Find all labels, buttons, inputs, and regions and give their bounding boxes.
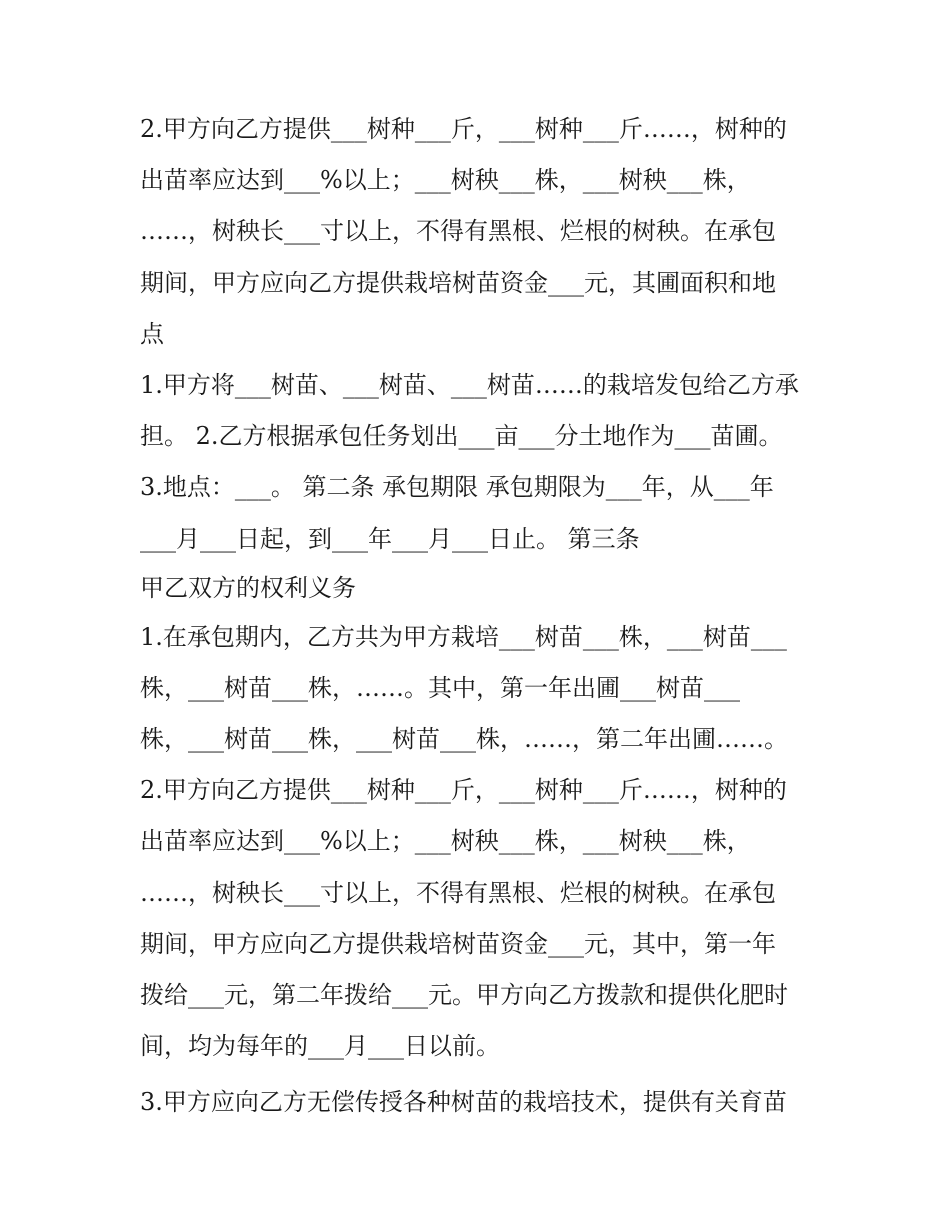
text-line-13: 株，___树苗___株，___树苗___株，……，第二年出圃……。 — [140, 725, 788, 754]
text-line-20: 3.甲方应向乙方无偿传授各种树苗的栽培技术，提供有关育苗 — [140, 1088, 787, 1117]
text-line-12: 株，___树苗___株，……。其中，第一年出圃___树苗___ — [140, 673, 740, 702]
text-line-11: 1.在承包期内，乙方共为甲方栽培___树苗___株，___树苗___ — [140, 622, 787, 651]
document-body — [140, 104, 812, 1129]
text-line-17: 期间，甲方应向乙方提供栽培树苗资金___元，其中，第一年 — [140, 929, 776, 958]
text-line-8: 3.地点：___。 第二条 承包期限 承包期限为___年，从___年 — [140, 473, 774, 502]
text-line-7: 担。 2.乙方根据承包任务划出___亩___分土地作为___苗圃。 — [140, 422, 783, 451]
text-line-2: 出苗率应达到___%以上；___树秧___株，___树秧___株， — [140, 166, 751, 195]
text-line-19: 间，均为每年的___月___日以前。 — [140, 1032, 500, 1061]
text-line-14: 2.甲方向乙方提供___树种___斤，___树种___斤……，树种的 — [140, 776, 787, 805]
text-line-1: 2.甲方向乙方提供___树种___斤，___树种___斤……，树种的 — [140, 115, 787, 143]
text-line-9: ___月___日起，到___年___月___日止。 第三条 — [140, 524, 640, 553]
text-line-3: ……，树秧长___寸以上，不得有黑根、烂根的树秧。在承包 — [140, 217, 776, 246]
text-line-5: 点 — [140, 319, 164, 348]
text-line-6: 1.甲方将___树苗、___树苗、___树苗……的栽培发包给乙方承 — [140, 370, 799, 399]
text-line-15: 出苗率应达到___%以上；___树秧___株，___树秧___株， — [140, 827, 751, 856]
text-line-4: 期间，甲方应向乙方提供栽培树苗资金___元，其圃面积和地 — [140, 268, 776, 297]
section-heading-rights-obligations: 甲乙双方的权利义务 — [140, 573, 356, 602]
text-line-18: 拨给___元，第二年拨给___元。甲方向乙方拨款和提供化肥时 — [140, 981, 788, 1009]
text-line-16: ……，树秧长___寸以上，不得有黑根、烂根的树秧。在承包 — [140, 878, 776, 907]
